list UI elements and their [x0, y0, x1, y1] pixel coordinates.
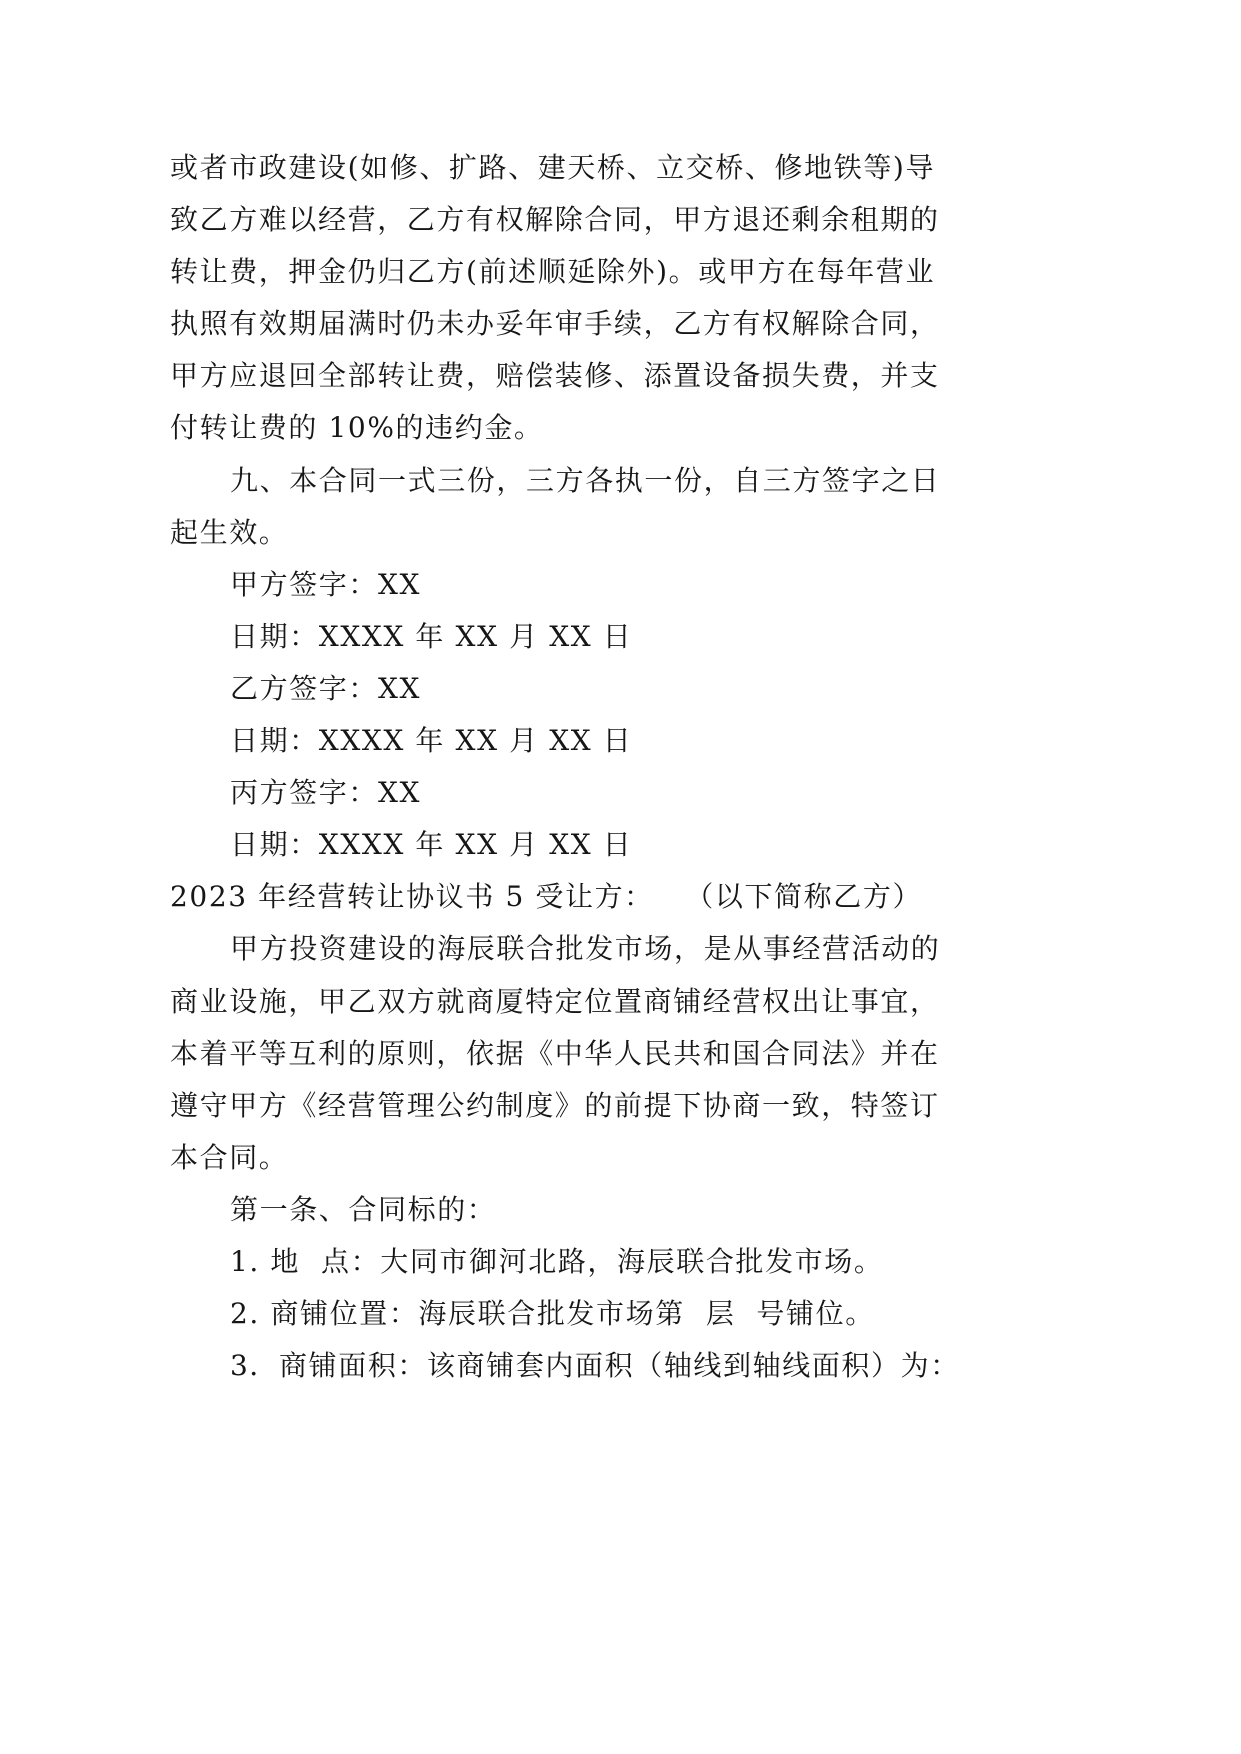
- party-b-signature-line: 乙方签字：XX: [230, 671, 422, 705]
- article-1-heading: 第一条、合同标的：: [230, 1192, 497, 1226]
- preamble-line: 甲方投资建设的海辰联合批发市场，是从事经营活动的: [230, 932, 941, 966]
- preamble-line: 本合同。: [170, 1140, 289, 1174]
- clause-9-line: 九、本合同一式三份，三方各执一份，自三方签字之日: [230, 463, 941, 497]
- document-body: [170, 142, 1070, 1392]
- party-c-date-line: 日期：XXXX 年 XX 月 XX 日: [230, 828, 633, 862]
- clause-8-line: 付转让费的 10%的违约金。: [170, 411, 544, 445]
- agreement-heading-line: 2023 年经营转让协议书 5 受让方： （以下简称乙方）: [170, 880, 923, 914]
- article-1-item-location: 1. 地 点：大同市御河北路，海辰联合批发市场。: [230, 1244, 884, 1278]
- clause-8-line: 转让费，押金仍归乙方(前述顺延除外)。或甲方在每年营业: [170, 255, 936, 289]
- clause-8-line: 甲方应退回全部转让费，赔偿装修、添置设备损失费，并支: [170, 359, 940, 393]
- party-a-date-line: 日期：XXXX 年 XX 月 XX 日: [230, 619, 633, 653]
- preamble-line: 本着平等互利的原则，依据《中华人民共和国合同法》并在: [170, 1036, 940, 1070]
- clause-8-line: 执照有效期届满时仍未办妥年审手续，乙方有权解除合同，: [170, 307, 940, 341]
- article-1-item-shop-position: 2. 商铺位置：海辰联合批发市场第 层 号铺位。: [230, 1297, 875, 1331]
- preamble-line: 商业设施，甲乙双方就商厦特定位置商铺经营权出让事宜，: [170, 984, 940, 1018]
- clause-9-line: 起生效。: [170, 515, 289, 549]
- party-c-signature-line: 丙方签字：XX: [230, 776, 422, 810]
- clause-8-line: 致乙方难以经营，乙方有权解除合同，甲方退还剩余租期的: [170, 203, 940, 237]
- party-b-date-line: 日期：XXXX 年 XX 月 XX 日: [230, 724, 633, 758]
- article-1-item-shop-area: 3．商铺面积：该商铺套内面积（轴线到轴线面积）为：: [230, 1349, 960, 1383]
- preamble-line: 遵守甲方《经营管理公约制度》的前提下协商一致，特签订: [170, 1088, 940, 1122]
- clause-8-line: 或者市政建设(如修、扩路、建天桥、立交桥、修地铁等)导: [170, 151, 936, 184]
- party-a-signature-line: 甲方签字：XX: [230, 567, 422, 601]
